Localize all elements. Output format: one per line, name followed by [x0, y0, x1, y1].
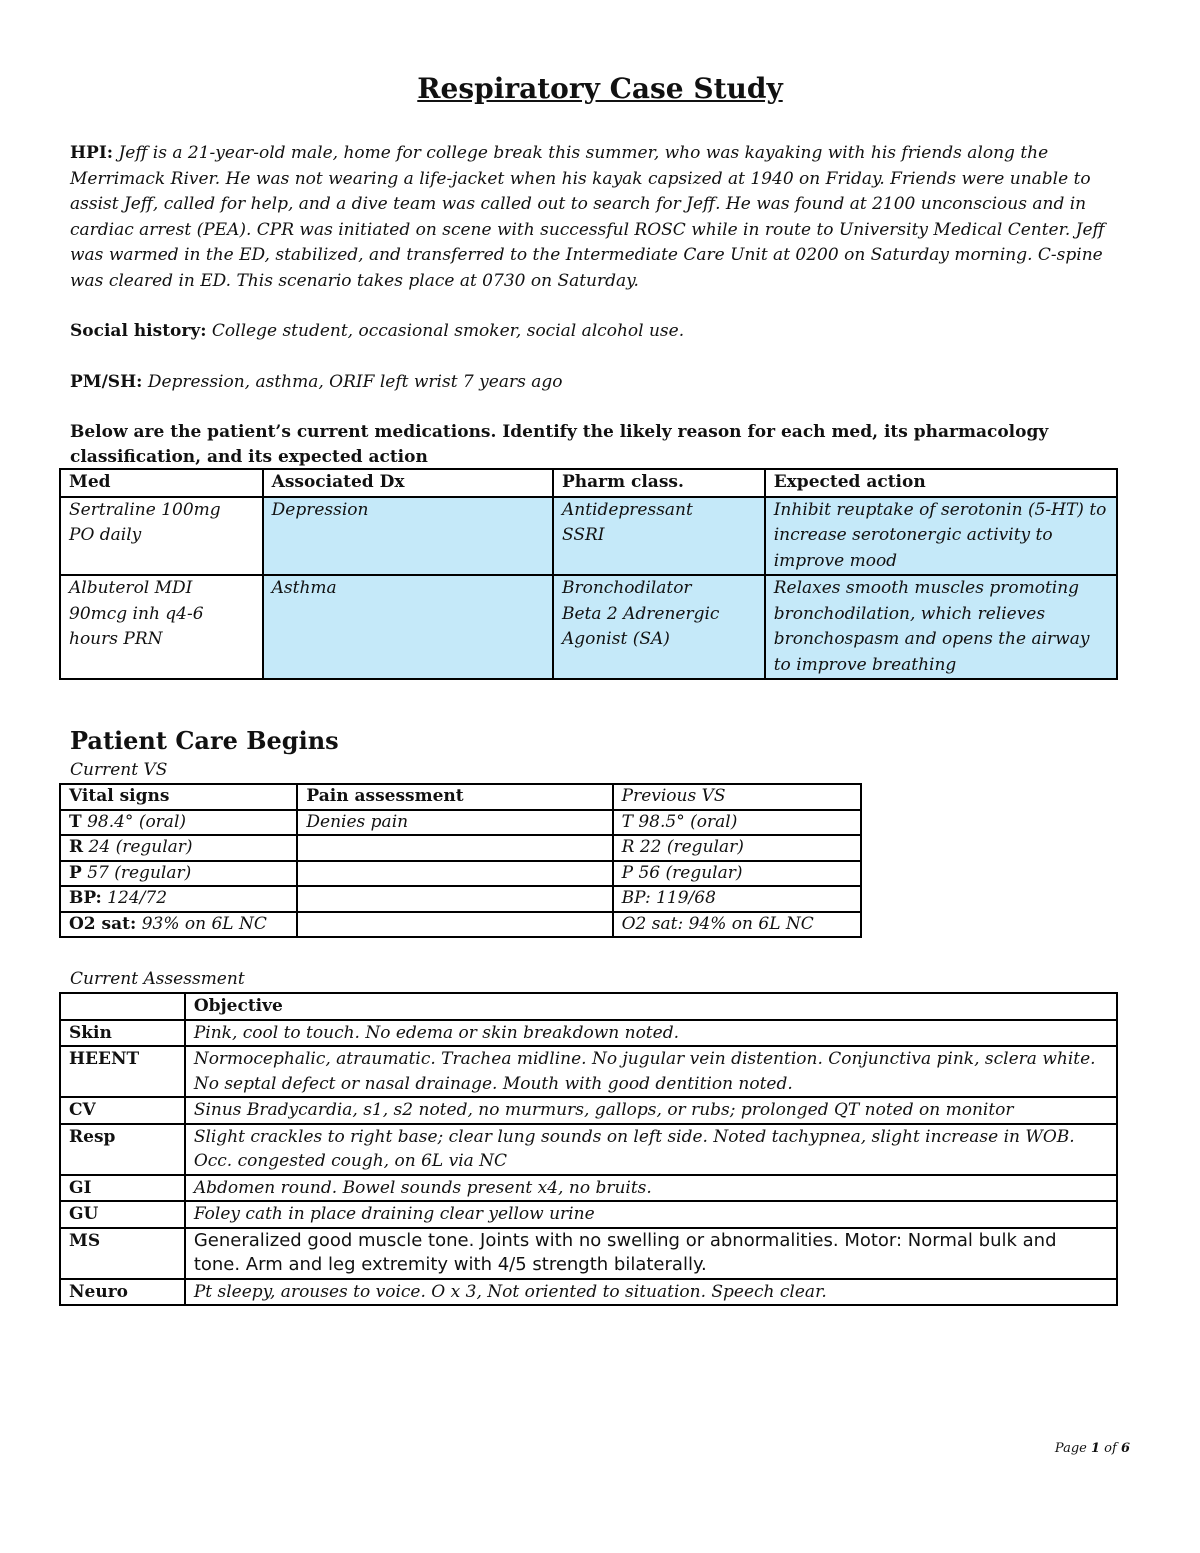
page-word: Page: [1054, 1441, 1087, 1456]
pharm-line: Bronchodilator: [561, 578, 692, 598]
vital-label: T: [69, 811, 82, 832]
system-label: Skin: [60, 1020, 185, 1047]
previous-vs-cell: R 22 (regular): [613, 835, 861, 861]
previous-vs-cell: T 98.5° (oral): [613, 810, 861, 836]
table-row: [60, 1201, 1117, 1228]
column-header: Med: [60, 469, 263, 497]
pharm-line: SSRI: [561, 525, 605, 545]
table-row: [60, 886, 861, 912]
vital-label: R: [69, 837, 84, 857]
document-title: Respiratory Case Study: [417, 72, 783, 105]
pharm-cell: [553, 575, 765, 679]
med-cell: [60, 575, 263, 679]
hpi-label: HPI:: [70, 143, 114, 163]
table-row: [60, 1228, 1117, 1279]
system-label: CV: [60, 1097, 185, 1124]
table-header-row: [60, 469, 1117, 497]
pharm-line: Beta 2 Adrenergic: [561, 603, 720, 624]
hpi-paragraph: [70, 141, 1134, 294]
pmsh-text: Depression, asthma, ORIF left wrist 7 years ago: [147, 372, 563, 392]
social-history-text: College student, occasional smoker, social alcohol use.: [211, 321, 685, 341]
pain-cell: Denies pain: [297, 810, 612, 836]
previous-vs-cell: O2 sat: 94% on 6L NC: [613, 912, 861, 938]
pmsh-label: PM/SH:: [70, 372, 143, 392]
pharm-line: Agonist (SA): [561, 629, 670, 649]
vital-cell: [60, 835, 297, 861]
column-header: Previous VS: [613, 784, 861, 810]
column-header: Expected action: [765, 469, 1117, 497]
column-header: Vital signs: [60, 784, 297, 810]
action-cell: Relaxes smooth muscles promoting bronchodilation, which relieves bronchospasm and opens the airway to improve breathing: [765, 575, 1117, 679]
column-header: Pharm class.: [553, 469, 765, 497]
system-label: Resp: [60, 1124, 185, 1175]
objective-text: Normocephalic, atraumatic. Trachea midline. No jugular vein distention. Conjunctiva pink, sclera white. No septal defect or nasal drainage. Mouth with good dentition noted.: [185, 1046, 1117, 1097]
objective-text: Generalized good muscle tone. Joints with no swelling or abnormalities. Motor: Normal bulk and tone. Arm and leg extremity with 4/5 strength bilaterally.: [185, 1228, 1117, 1279]
table-row: [60, 575, 1117, 679]
vital-label: O2 sat:: [69, 913, 137, 934]
pain-cell: [297, 886, 612, 912]
vital-value: 124/72: [107, 888, 168, 908]
pharm-line: Antidepressant: [561, 499, 693, 520]
system-label: GI: [60, 1175, 185, 1202]
med-line: hours PRN: [69, 629, 163, 649]
med-line: PO daily: [69, 525, 142, 545]
action-cell: Inhibit reuptake of serotonin (5-HT) to increase serotonergic activity to improve mood: [765, 497, 1117, 576]
vital-cell: [60, 886, 297, 912]
medications-table: [59, 468, 1118, 680]
column-header: Associated Dx: [263, 469, 553, 497]
objective-text: Pink, cool to touch. No edema or skin breakdown noted.: [185, 1020, 1117, 1047]
vital-value: 57 (regular): [87, 862, 192, 883]
system-label: GU: [60, 1201, 185, 1228]
objective-text: Abdomen round. Bowel sounds present x4, no bruits.: [185, 1175, 1117, 1202]
objective-text: Slight crackles to right base; clear lung sounds on left side. Noted tachypnea, slight increase in WOB. Occ. congested cough, on 6L via NC: [185, 1124, 1117, 1175]
vital-label: BP:: [69, 888, 102, 908]
pharm-cell: [553, 497, 765, 576]
table-header-row: [60, 993, 1117, 1020]
of-word: of: [1104, 1441, 1117, 1456]
column-header: Pain assessment: [297, 784, 612, 810]
current-assessment-caption: Current Assessment: [70, 969, 245, 989]
previous-vs-cell: BP: 119/68: [613, 886, 861, 912]
social-history: [70, 319, 1134, 345]
objective-text: Pt sleepy, arouses to voice. O x 3, Not oriented to situation. Speech clear.: [185, 1279, 1117, 1306]
pain-cell: [297, 912, 612, 938]
vital-cell: [60, 861, 297, 887]
system-label: MS: [60, 1228, 185, 1279]
table-row: [60, 912, 861, 938]
objective-text: Foley cath in place draining clear yellow urine: [185, 1201, 1117, 1228]
vital-value: 93% on 6L NC: [141, 913, 267, 934]
page-number: [1055, 1441, 1130, 1456]
med-cell: [60, 497, 263, 576]
objective-text: Sinus Bradycardia, s1, s2 noted, no murmurs, gallops, or rubs; prolonged QT noted on monitor: [185, 1097, 1117, 1124]
table-row: [60, 1097, 1117, 1124]
vital-signs-table: [59, 783, 862, 938]
social-history-label: Social history:: [70, 321, 207, 341]
table-row: [60, 1020, 1117, 1047]
table-row: [60, 497, 1117, 576]
hpi-text: Jeff is a 21-year-old male, home for college break this summer, who was kayaking with his friends along the Merrimack River. He was not wearing a life-jacket when his kayak capsized at 1940 on Friday. Friends were unable to assist Jeff, called for help, and a dive team was called out to search for Jeff. He was found at 2100 unconscious and in cardiac arrest (PEA). CPR was initiated on scene with successful ROSC while in route to University Medical Center. Jeff was warmed in the ED, stabilized, and transferred to the Intermediate Care Unit at 0200 on Saturday morning. C-spine was cleared in ED. This scenario takes place at 0730 on Saturday.: [70, 143, 1105, 291]
vital-label: P: [69, 862, 82, 883]
pmsh: [70, 370, 1134, 396]
table-row: [60, 861, 861, 887]
table-row: [60, 1046, 1117, 1097]
pain-cell: [297, 835, 612, 861]
vital-value: 98.4° (oral): [87, 811, 187, 832]
dx-cell: Asthma: [263, 575, 553, 679]
table-row: [60, 810, 861, 836]
table-header-row: [60, 784, 861, 810]
pain-cell: [297, 861, 612, 887]
table-row: [60, 835, 861, 861]
assessment-table: [59, 992, 1118, 1306]
system-label: HEENT: [60, 1046, 185, 1097]
table-row: [60, 1175, 1117, 1202]
column-header: Objective: [185, 993, 1117, 1020]
page-total: 6: [1120, 1441, 1130, 1456]
empty-header: [60, 993, 185, 1020]
section-heading: Patient Care Begins: [70, 726, 339, 755]
med-line: Albuterol MDI: [69, 578, 193, 598]
system-label: Neuro: [60, 1279, 185, 1306]
dx-cell: Depression: [263, 497, 553, 576]
page-current: 1: [1090, 1441, 1101, 1456]
med-line: 90mcg inh q4-6: [69, 603, 204, 624]
table-row: [60, 1124, 1117, 1175]
current-vs-caption: Current VS: [70, 760, 168, 780]
table-row: [60, 1279, 1117, 1306]
vital-cell: [60, 810, 297, 836]
med-line: Sertraline 100mg: [69, 499, 221, 520]
previous-vs-cell: P 56 (regular): [613, 861, 861, 887]
vital-value: 24 (regular): [88, 837, 193, 857]
vital-cell: [60, 912, 297, 938]
meds-intro: Below are the patient’s current medications. Identify the likely reason for each med, its pharmacology classification, and its expected action: [70, 422, 1049, 467]
